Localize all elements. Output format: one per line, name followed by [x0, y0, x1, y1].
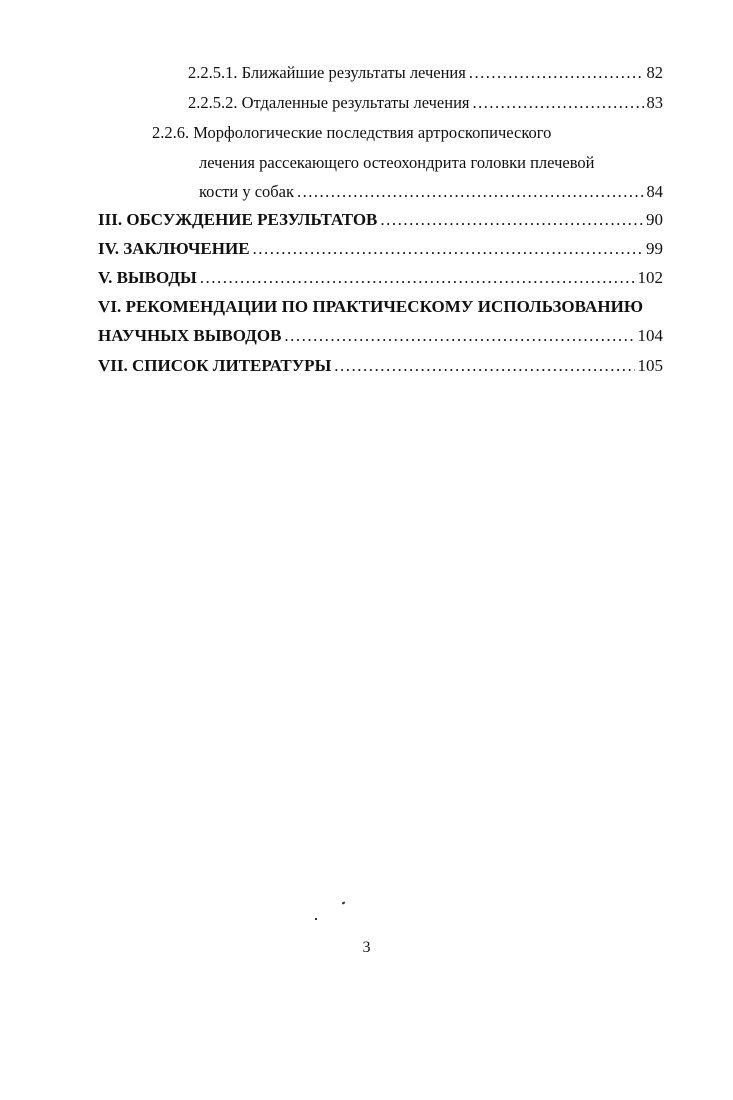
toc-entry-page: 83 — [646, 93, 663, 112]
toc-entry-label: III. ОБСУЖДЕНИЕ РЕЗУЛЬТАТОВ — [98, 210, 378, 229]
scan-speck — [315, 918, 317, 920]
toc-entry-2-2-6-line-2: лечения рассекающего остеохондрита головки плечевой — [199, 153, 595, 172]
toc-entry-label: 2.2.5.2. Отдаленные результаты лечения — [188, 93, 470, 112]
toc-entry-chapter-3 — [98, 210, 663, 230]
scan-speck — [342, 901, 346, 904]
toc-dot-leader — [334, 356, 634, 376]
toc-entry-chapter-6-line-2 — [98, 326, 663, 346]
toc-entry-2-2-5-2 — [188, 93, 663, 113]
toc-entry-page: 104 — [637, 326, 663, 345]
toc-dot-leader — [297, 182, 643, 202]
page-number: 3 — [362, 939, 371, 956]
toc-entry-page: 90 — [646, 210, 663, 229]
toc-dot-leader — [473, 93, 644, 113]
toc-dot-leader — [380, 210, 643, 230]
toc-dot-leader — [200, 268, 635, 288]
toc-entry-label: кости у собак — [199, 182, 295, 201]
toc-dot-leader — [469, 63, 644, 83]
toc-entry-page: 105 — [637, 356, 663, 375]
toc-entry-page: 84 — [646, 182, 663, 201]
toc-entry-2-2-5-1 — [188, 63, 663, 83]
toc-entry-chapter-7 — [98, 356, 663, 376]
toc-entry-page: 82 — [646, 63, 663, 82]
toc-entry-chapter-6-line-1: VI. РЕКОМЕНДАЦИИ ПО ПРАКТИЧЕСКОМУ ИСПОЛЬЗОВАНИЮ — [98, 297, 644, 316]
toc-entry-label: VII. СПИСОК ЛИТЕРАТУРЫ — [98, 356, 332, 375]
toc-entry-label: НАУЧНЫХ ВЫВОДОВ — [98, 326, 282, 345]
toc-dot-leader — [253, 239, 643, 259]
toc-dot-leader — [284, 326, 634, 346]
toc-entry-chapter-5 — [98, 268, 663, 288]
toc-entry-chapter-4 — [98, 239, 663, 259]
toc-entry-2-2-6-line-3 — [199, 182, 663, 202]
toc-entry-page: 99 — [646, 239, 663, 258]
toc-entry-page: 102 — [637, 268, 663, 287]
toc-entry-2-2-6-line-1: 2.2.6. Морфологические последствия артроскопического — [152, 123, 552, 142]
toc-entry-label: 2.2.5.1. Ближайшие результаты лечения — [188, 63, 466, 82]
toc-entry-label: IV. ЗАКЛЮЧЕНИЕ — [98, 239, 250, 258]
toc-entry-label: V. ВЫВОДЫ — [98, 268, 197, 287]
